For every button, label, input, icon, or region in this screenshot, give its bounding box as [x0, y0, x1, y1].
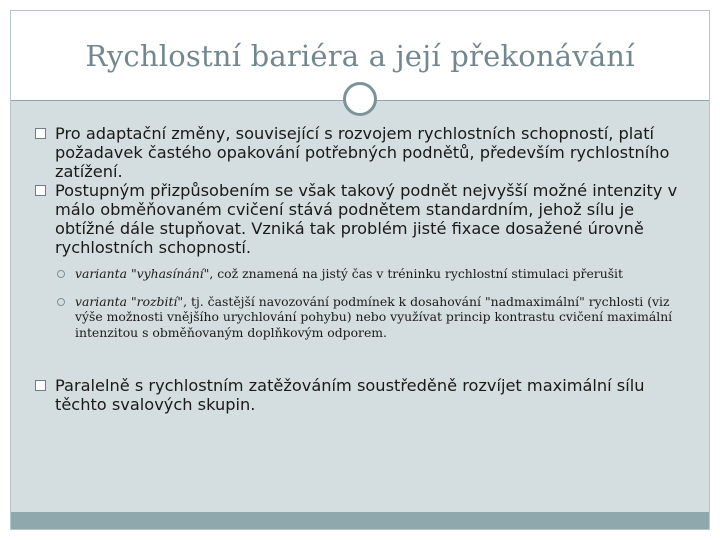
square-bullet-icon	[35, 380, 46, 391]
footer-bar	[11, 512, 709, 529]
ring-icon	[343, 82, 377, 116]
bullet-text: Postupným přizpůsobením se však takový podnět nejvyšší možné intenzity v málo obměňovaném cvičení stává podnětem standardním, jehož sílu je obtížné dále stupňovat. Vzniká tak problém jisté fixace dosažené úrovně rychlostních schopností.	[55, 181, 678, 257]
subbullet-item	[55, 266, 695, 282]
circle-bullet-icon	[57, 298, 65, 306]
subbullet-item	[55, 294, 695, 341]
circle-bullet-icon	[57, 270, 65, 278]
bullet-item	[35, 181, 695, 257]
slide-content	[35, 124, 695, 414]
bullet-text: Pro adaptační změny, související s rozvojem rychlostních schopností, platí požadavek častého opakování potřebných podnětů, především rychlostního zatížení.	[55, 124, 670, 181]
subbullet-text: , tj. častější navozování podmínek k dosahování "nadmaximální" rychlosti (viz výše možnosti vnějšího urychlování pohybu) nebo využívat princip kontrastu cvičení maximální intenzitou s obměňovaným doplňkovým odporem.	[75, 293, 673, 340]
square-bullet-icon	[35, 128, 46, 139]
slide	[10, 10, 710, 530]
bullet-item	[35, 376, 695, 414]
subbullet-text: , což znamená na jistý čas v tréninku rychlostní stimulaci přerušit	[209, 266, 624, 281]
bullet-item	[35, 124, 695, 181]
square-bullet-icon	[35, 185, 46, 196]
subbullet-term: varianta "vyhasínání"	[75, 266, 210, 281]
slide-title: Rychlostní bariéra a její překonávání	[85, 39, 635, 73]
bullet-text: Paralelně s rychlostním zatěžováním soustředěně rozvíjet maximální sílu těchto svalových skupin.	[55, 375, 645, 414]
subbullet-term: varianta "rozbití"	[75, 293, 184, 309]
